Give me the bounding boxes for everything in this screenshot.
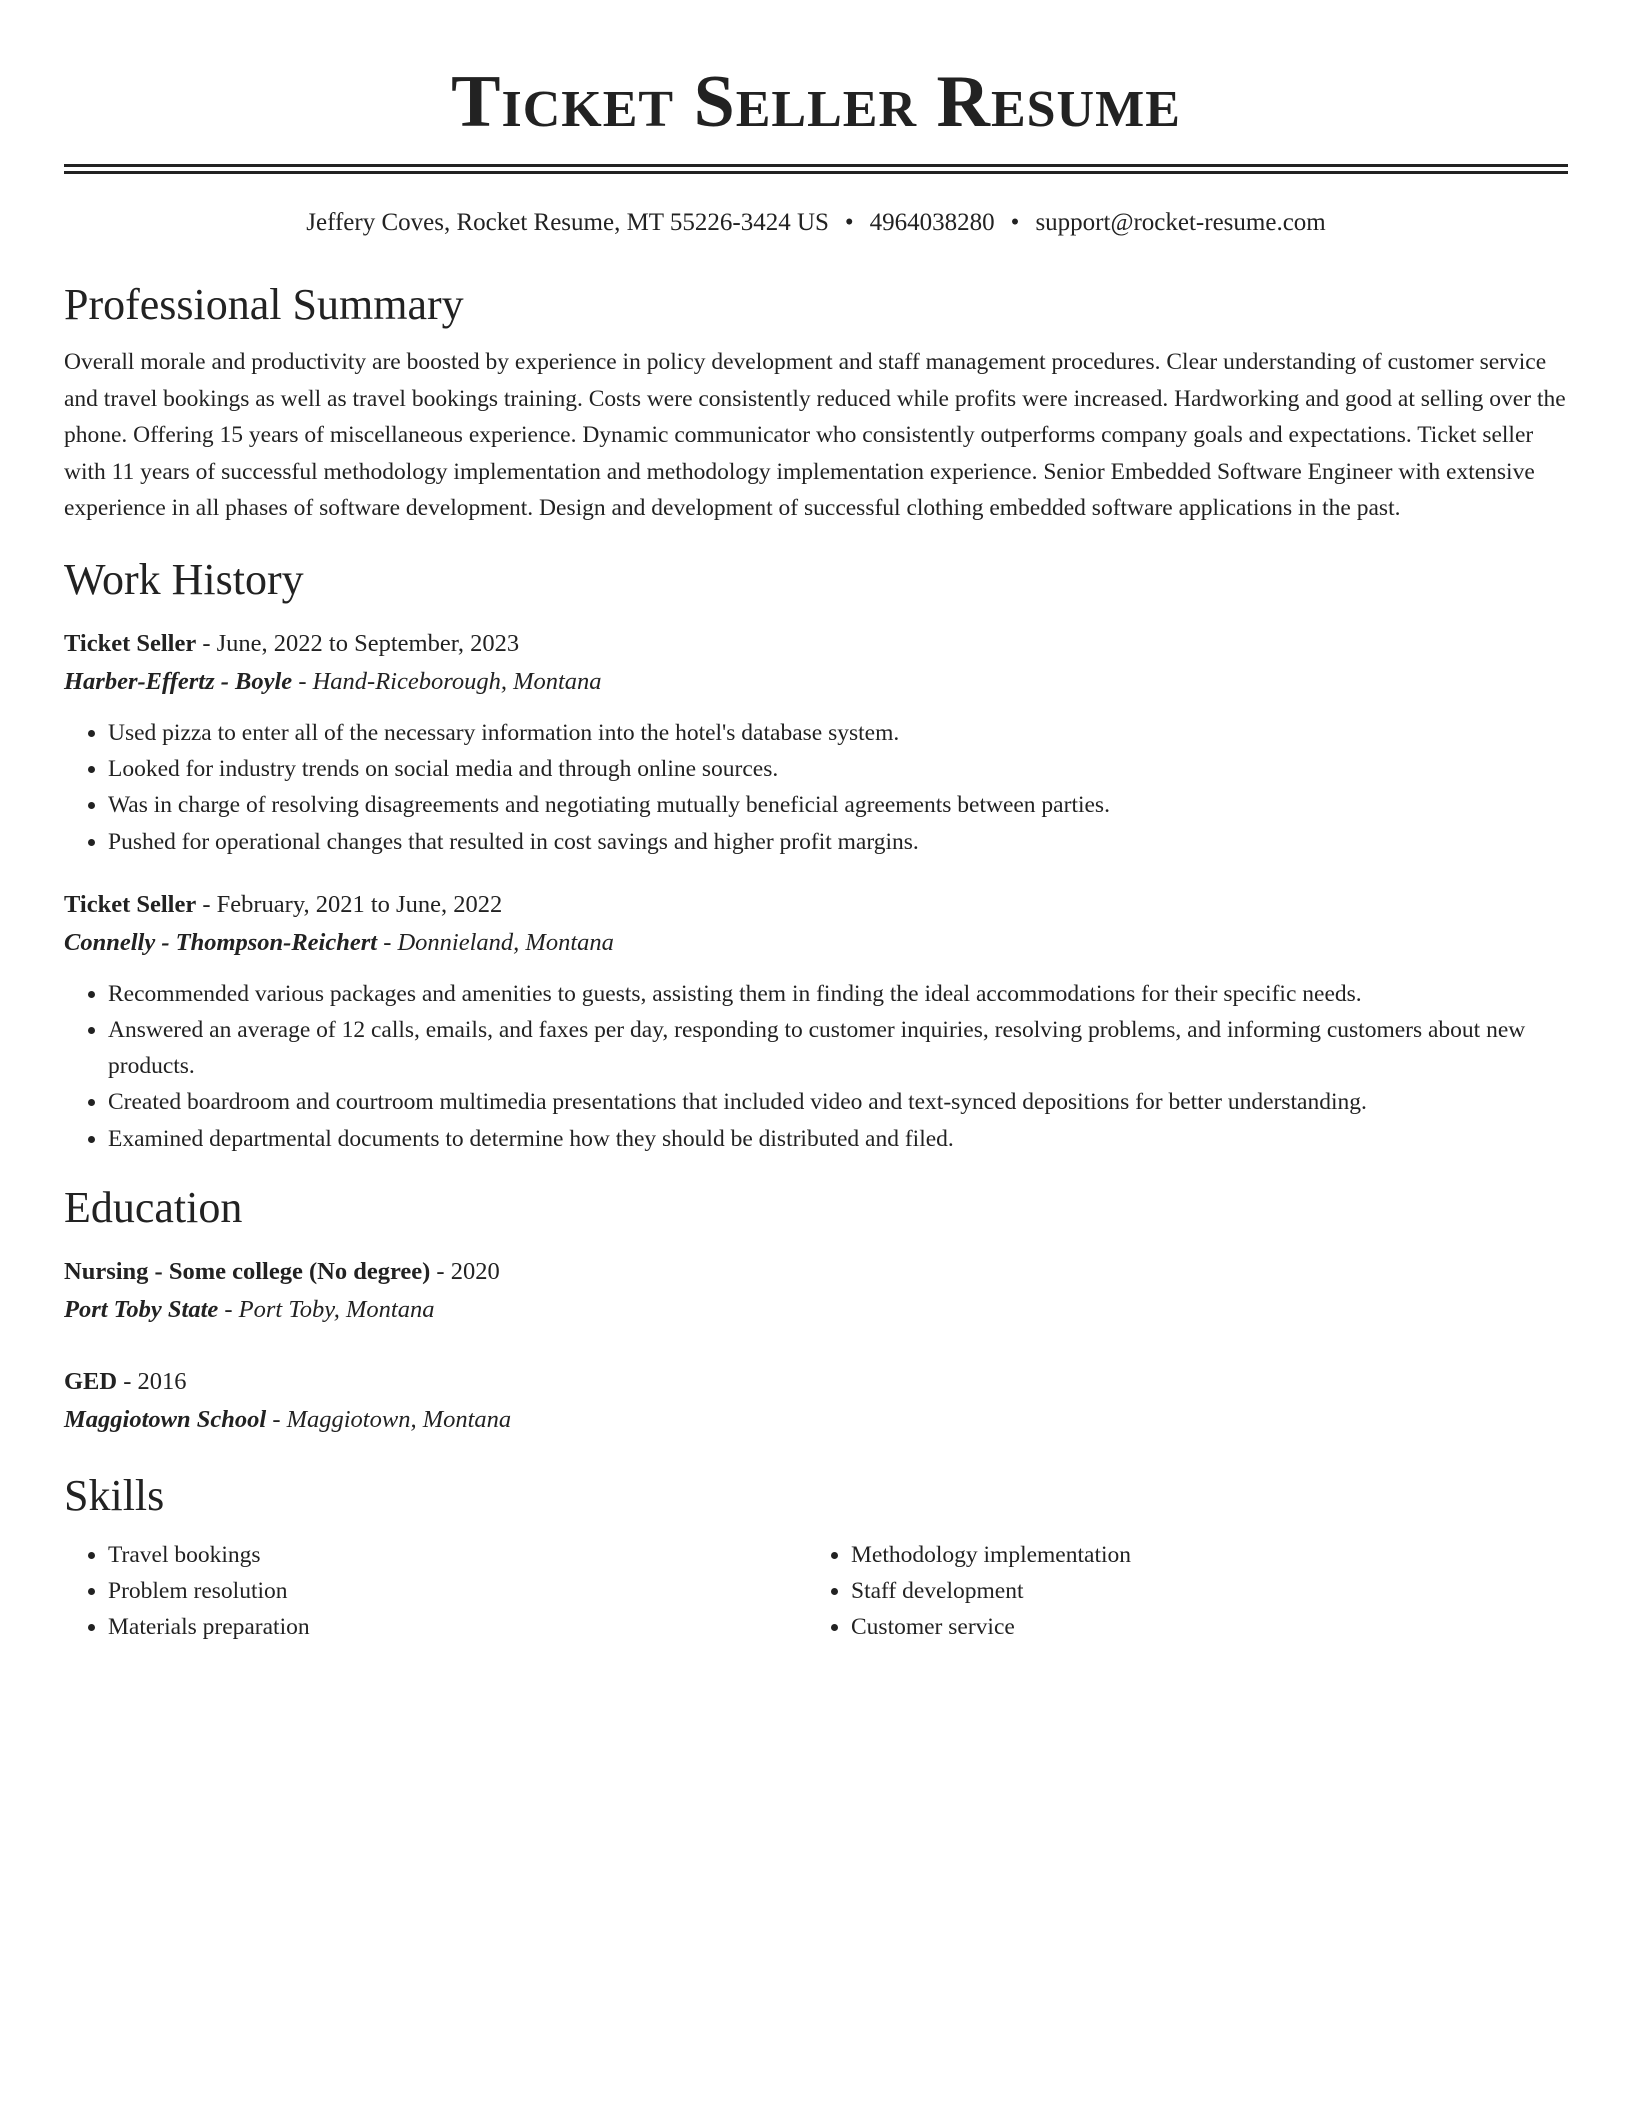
list-item: • Created boardroom and courtroom multimedia presentations that included video and text-synced depositions for better understanding.: [108, 1084, 1568, 1120]
job-header: [64, 886, 1568, 924]
skill-item: • Methodology implementation: [851, 1537, 1551, 1573]
skill-item: • Problem resolution: [108, 1573, 808, 1609]
skills-grid: [64, 1537, 1568, 1646]
education-header: [64, 1363, 1568, 1401]
job-header: [64, 625, 1568, 663]
skill-item: • Customer service: [851, 1609, 1551, 1645]
job-employer: [64, 663, 1568, 701]
work-history-heading: Work History: [64, 554, 304, 604]
education-location: - Maggiotown, Montana: [266, 1405, 512, 1433]
skills-list-right: [808, 1537, 1551, 1646]
contact-phone: 4964038280: [869, 209, 995, 236]
job-location: - Hand-Riceborough, Montana: [292, 667, 602, 695]
contact-separator: •: [1010, 209, 1020, 236]
contact-email: support@rocket-resume.com: [1035, 209, 1326, 236]
skills-heading: Skills: [64, 1470, 165, 1520]
education-degree: GED: [64, 1367, 118, 1395]
job-dates: - June, 2022 to September, 2023: [196, 629, 520, 657]
education-year: - 2020: [430, 1257, 500, 1285]
education-entry: [64, 1363, 1568, 1439]
job-dates: - February, 2021 to June, 2022: [196, 890, 503, 918]
job-entry: [64, 625, 1568, 860]
job-entry: [64, 886, 1568, 1157]
list-item: • Looked for industry trends on social media and through online sources.: [108, 751, 1568, 787]
education-school: Maggiotown School: [64, 1405, 267, 1433]
job-company: Connelly - Thompson-Reichert: [64, 928, 378, 956]
job-employer: [64, 924, 1568, 962]
education-location: - Port Toby, Montana: [218, 1295, 435, 1323]
job-title: Ticket Seller: [64, 629, 197, 657]
education-header: [64, 1253, 1568, 1291]
list-item: • Used pizza to enter all of the necessary information into the hotel's database system.: [108, 715, 1568, 751]
education-heading: Education: [64, 1182, 243, 1232]
contact-line: [64, 208, 1568, 238]
education-degree: Nursing - Some college (No degree): [64, 1257, 431, 1285]
education-school-line: [64, 1291, 1568, 1329]
job-title: Ticket Seller: [64, 890, 197, 918]
contact-separator: •: [844, 209, 854, 236]
education-year: - 2016: [117, 1367, 187, 1395]
resume-title: Ticket Seller Resume: [451, 61, 1181, 143]
list-item: • Pushed for operational changes that resulted in cost savings and higher profit margins.: [108, 824, 1568, 860]
list-item: • Recommended various packages and amenities to guests, assisting them in finding the ideal accommodations for their specific needs.: [108, 976, 1568, 1012]
job-location: - Donnieland, Montana: [377, 928, 614, 956]
list-item: • Was in charge of resolving disagreements and negotiating mutually beneficial agreements between parties.: [108, 787, 1568, 823]
contact-address: Jeffery Coves, Rocket Resume, MT 55226-3424 US: [306, 209, 829, 236]
skills-list-left: [64, 1537, 808, 1646]
skill-item: • Materials preparation: [108, 1609, 808, 1645]
job-company: Harber-Effertz - Boyle: [64, 667, 293, 695]
education-school-line: [64, 1401, 1568, 1439]
list-item: • Examined departmental documents to determine how they should be distributed and filed.: [108, 1121, 1568, 1157]
summary-heading: Professional Summary: [64, 280, 464, 329]
skill-item: • Travel bookings: [108, 1537, 808, 1573]
summary-text: Overall morale and productivity are boosted by experience in policy development and staff management procedures. Clear understanding of customer service and travel bookings as well as travel bookings training. Costs were consistently reduced while profits were increased. Hardworking and good at selling over the phone. Offering 15 years of miscellaneous experience. Dynamic communicator who consistently outperforms company goals and expectations. Ticket seller with 11 years of successful methodology implementation and methodology implementation experience. Senior Embedded Software Engineer with extensive experience in all phases of software development. Design and development of successful clothing embedded software applications in the past.: [64, 349, 1566, 522]
title-double-rule: [64, 164, 1568, 174]
education-school: Port Toby State: [64, 1295, 219, 1323]
job-duties-list: [64, 715, 1568, 860]
skill-item: • Staff development: [851, 1573, 1551, 1609]
list-item: • Answered an average of 12 calls, emails, and faxes per day, responding to customer inquiries, resolving problems, and informing customers about new products.: [108, 1012, 1568, 1084]
education-entry: [64, 1253, 1568, 1329]
job-duties-list: [64, 976, 1568, 1157]
